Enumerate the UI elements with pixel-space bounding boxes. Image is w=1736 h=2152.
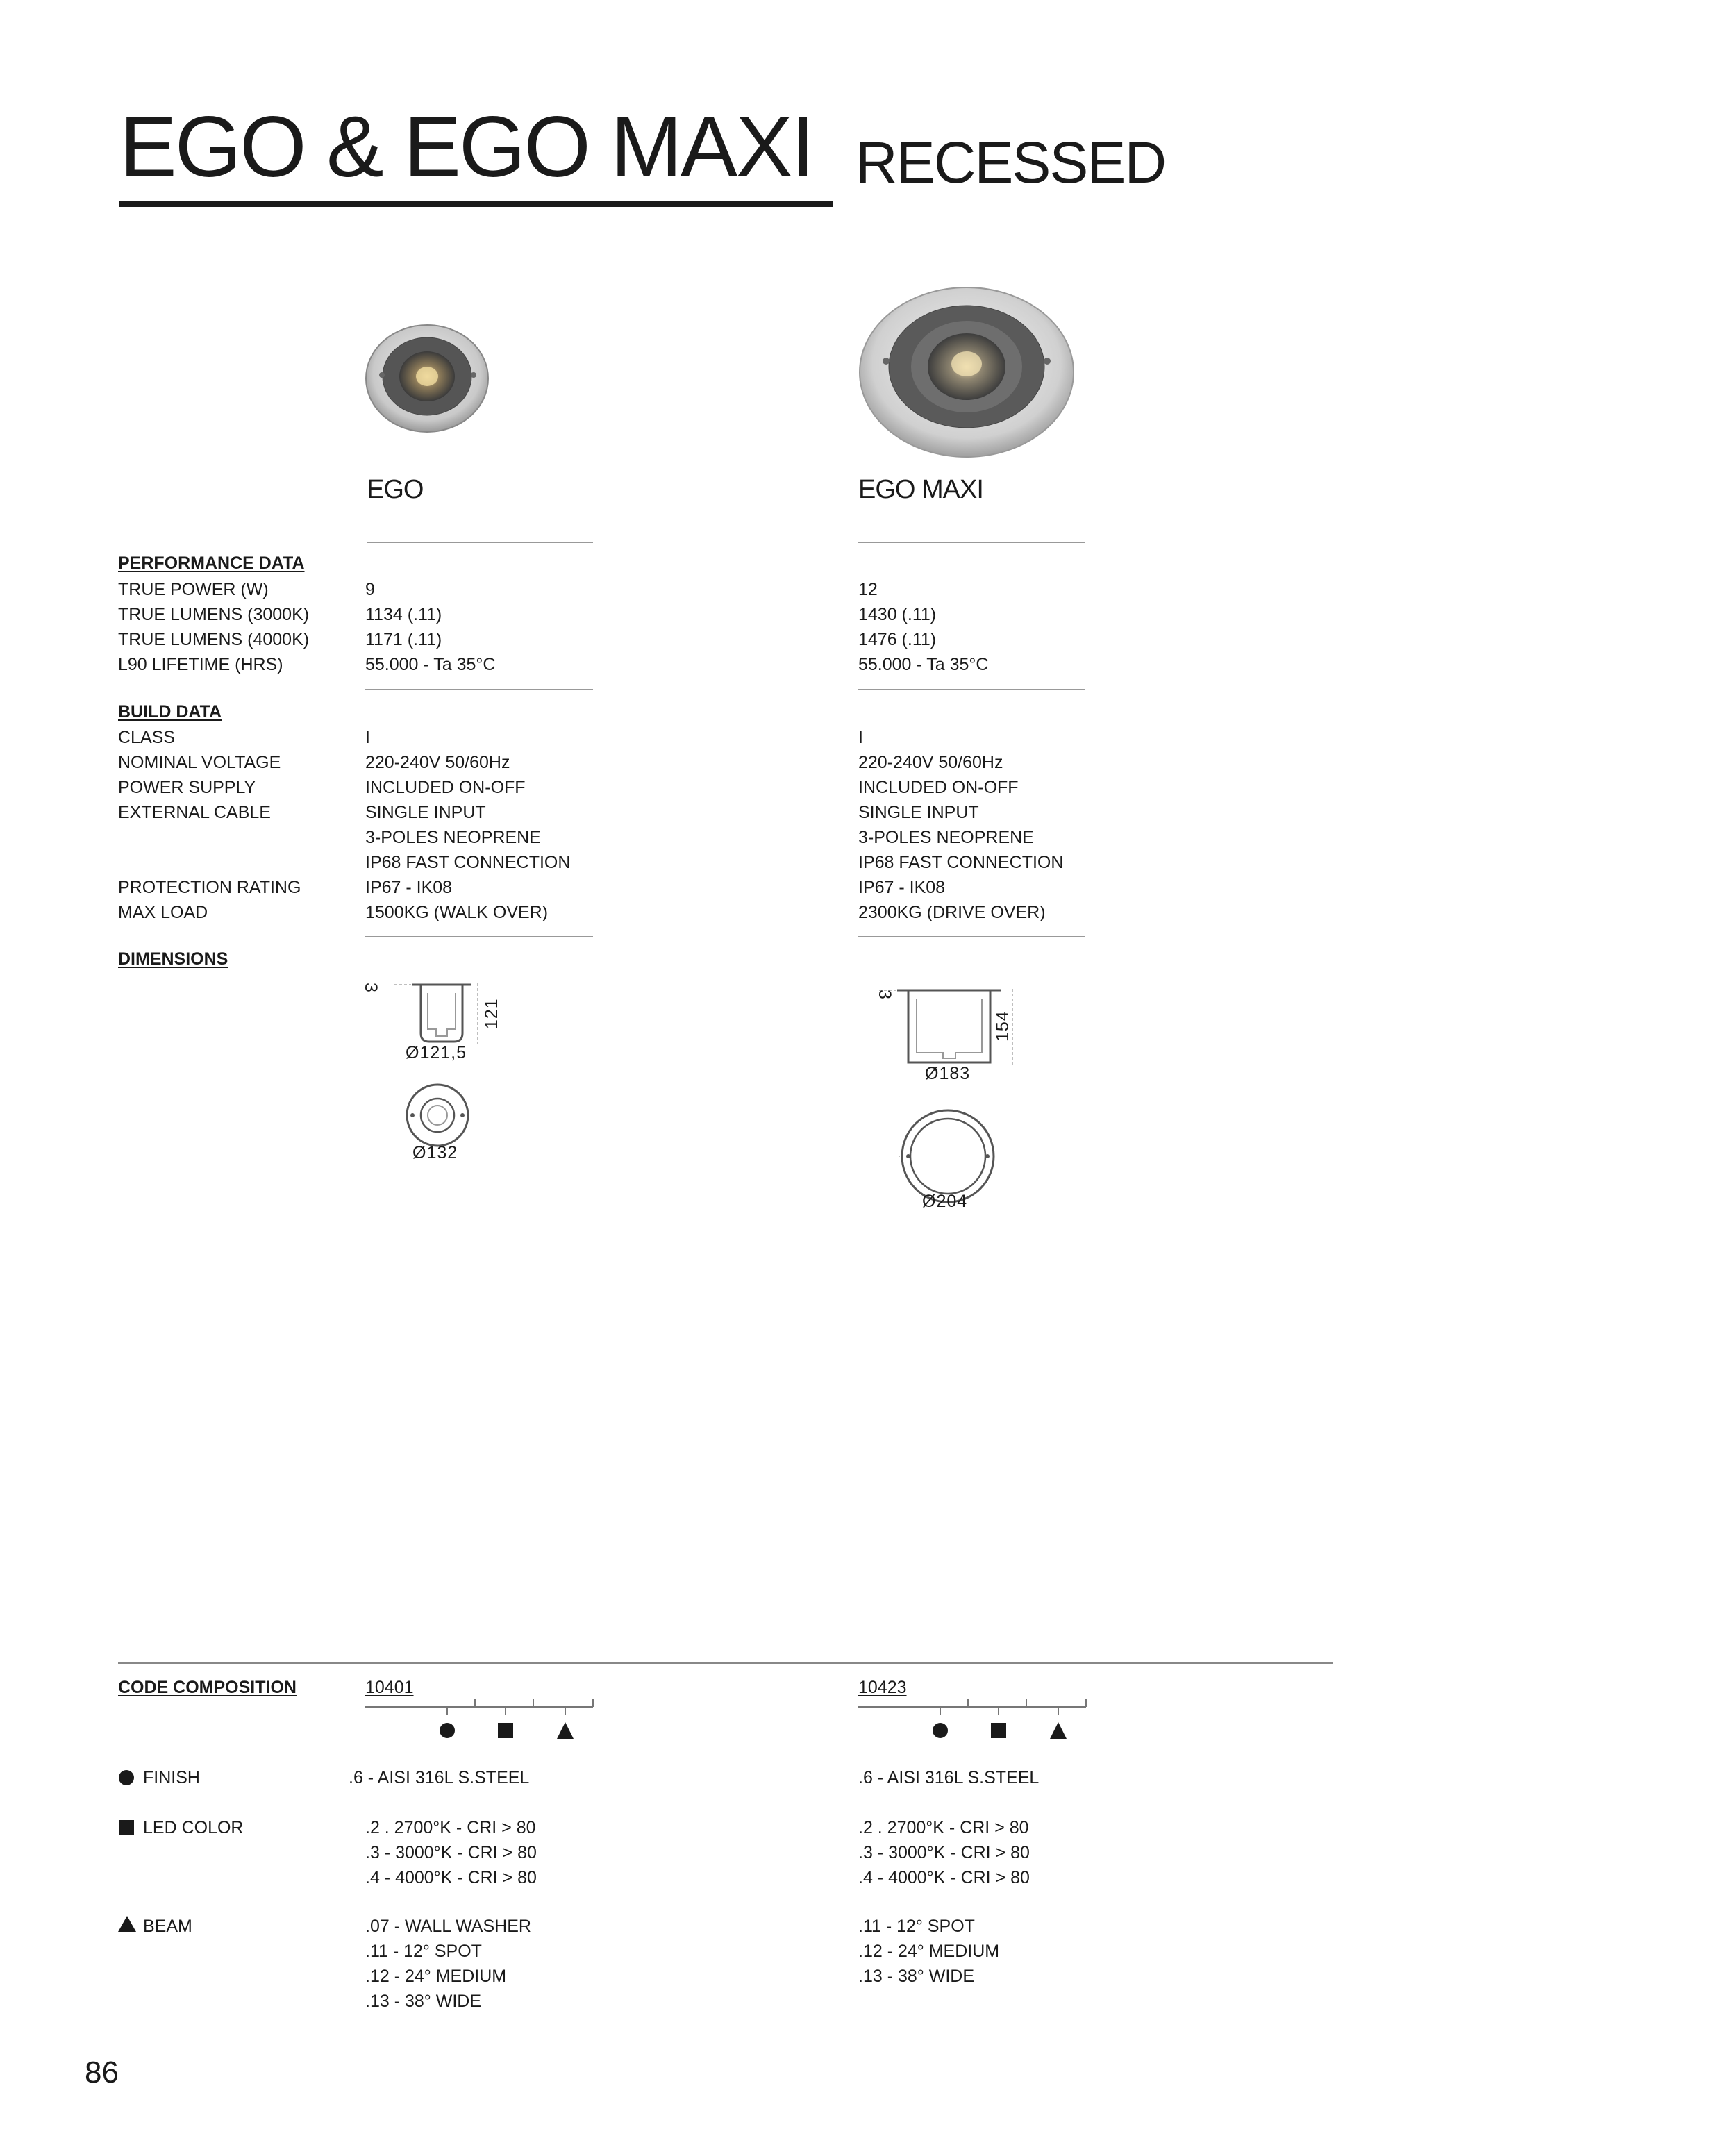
divider — [858, 936, 1085, 937]
spec-value: IP68 FAST CONNECTION — [365, 853, 571, 872]
ego-finish-options — [349, 1765, 529, 1790]
option-text: .13 - 38° WIDE — [858, 1967, 974, 1986]
spec-value: 220-240V 50/60Hz — [858, 753, 1003, 772]
spec-value: 3-POLES NEOPRENE — [858, 828, 1034, 847]
ego-maxi-code-diagram — [858, 1694, 1094, 1747]
finish-circle-icon — [933, 1723, 948, 1738]
option-text: .07 - WALL WASHER — [365, 1917, 531, 1936]
ego-flange-dimension: 3 — [361, 983, 381, 993]
option-text: .12 - 24° MEDIUM — [858, 1942, 1000, 1961]
led-color-square-icon — [498, 1723, 513, 1738]
maxi-finish-options — [858, 1765, 1039, 1790]
option-text: .4 - 4000°K - CRI > 80 — [365, 1868, 537, 1887]
spec-label: TRUE POWER (W) — [118, 580, 269, 599]
code-heading: CODE COMPOSITION — [118, 1678, 297, 1697]
ego-maxi-code-number: 10423 — [858, 1678, 907, 1697]
ego-height-dimension: 121 — [482, 998, 501, 1029]
build-labels — [118, 725, 301, 925]
spec-label: NOMINAL VOLTAGE — [118, 753, 281, 772]
spec-value: INCLUDED ON-OFF — [858, 778, 1019, 797]
spec-value: INCLUDED ON-OFF — [365, 778, 526, 797]
spec-label: L90 LIFETIME (HRS) — [118, 655, 283, 674]
ego-performance-values — [365, 577, 495, 677]
spec-label: MAX LOAD — [118, 903, 208, 922]
divider — [365, 689, 593, 690]
beam-triangle-icon — [1050, 1722, 1067, 1739]
ego-top-drawing — [403, 1081, 472, 1150]
spec-label: EXTERNAL CABLE — [118, 803, 271, 822]
ego-maxi-product-image — [856, 283, 1078, 464]
divider — [858, 689, 1085, 690]
led-color-label: LED COLOR — [143, 1818, 244, 1837]
spec-value: 55.000 - Ta 35°C — [858, 655, 989, 674]
ego-beam-options — [365, 1914, 531, 2014]
spec-value: IP67 - IK08 — [365, 878, 453, 897]
code-section-divider — [118, 1662, 1333, 1664]
spec-value: 3-POLES NEOPRENE — [365, 828, 541, 847]
maxi-performance-values — [858, 577, 988, 677]
beam-triangle-icon — [557, 1722, 574, 1739]
ego-product-name: EGO — [367, 475, 424, 504]
option-text: .11 - 12° SPOT — [365, 1942, 482, 1961]
build-heading: BUILD DATA — [118, 702, 222, 721]
option-text: .4 - 4000°K - CRI > 80 — [858, 1868, 1030, 1887]
spec-value: 220-240V 50/60Hz — [365, 753, 510, 772]
spec-value: I — [858, 728, 863, 747]
divider — [367, 542, 593, 543]
spec-value: SINGLE INPUT — [365, 803, 486, 822]
divider — [365, 936, 593, 937]
ego-code-diagram — [365, 1694, 601, 1747]
spec-value: 1430 (.11) — [858, 605, 937, 624]
option-text: .13 - 38° WIDE — [365, 1992, 481, 2011]
divider — [858, 542, 1085, 543]
performance-labels — [118, 577, 309, 677]
page-subtitle: RECESSED — [856, 130, 1166, 195]
title-underline — [119, 201, 833, 207]
ego-outer-diameter: Ø132 — [412, 1143, 458, 1162]
ego-maxi-flange-dimension: 3 — [875, 990, 894, 1000]
spec-value: 1171 (.11) — [365, 630, 442, 649]
ego-maxi-body-diameter: Ø183 — [925, 1064, 971, 1083]
spec-label: PROTECTION RATING — [118, 878, 301, 897]
option-text: .6 - AISI 316L S.STEEL — [349, 1768, 530, 1787]
spec-value: 55.000 - Ta 35°C — [365, 655, 496, 674]
maxi-led-options — [858, 1815, 1030, 1890]
spec-value: 1476 (.11) — [858, 630, 937, 649]
option-text: .2 . 2700°K - CRI > 80 — [858, 1818, 1029, 1837]
spec-value: 9 — [365, 580, 375, 599]
maxi-build-values — [858, 725, 1063, 925]
ego-body-diameter: Ø121,5 — [406, 1043, 467, 1062]
spec-value: IP67 - IK08 — [858, 878, 946, 897]
option-text: .12 - 24° MEDIUM — [365, 1967, 507, 1986]
ego-code-number: 10401 — [365, 1678, 414, 1697]
spec-label — [118, 850, 301, 875]
dimensions-heading: DIMENSIONS — [118, 949, 228, 969]
ego-maxi-height-dimension: 154 — [993, 1010, 1012, 1042]
option-text: .3 - 3000°K - CRI > 80 — [365, 1843, 537, 1862]
option-text: .3 - 3000°K - CRI > 80 — [858, 1843, 1030, 1862]
ego-product-image — [361, 319, 493, 437]
maxi-beam-options — [858, 1914, 999, 1989]
finish-circle-icon — [440, 1723, 455, 1738]
spec-value: 12 — [858, 580, 878, 599]
page-title: EGO & EGO MAXI — [119, 99, 813, 195]
spec-value: SINGLE INPUT — [858, 803, 979, 822]
ego-build-values — [365, 725, 570, 925]
spec-value: 2300KG (DRIVE OVER) — [858, 903, 1046, 922]
finish-circle-icon — [118, 1769, 136, 1787]
spec-label: CLASS — [118, 728, 175, 747]
option-text: .6 - AISI 316L S.STEEL — [858, 1768, 1040, 1787]
ego-maxi-outer-diameter: Ø204 — [922, 1192, 968, 1211]
spec-value: 1134 (.11) — [365, 605, 442, 624]
option-text: .2 . 2700°K - CRI > 80 — [365, 1818, 536, 1837]
performance-heading: PERFORMANCE DATA — [118, 553, 305, 573]
spec-label: TRUE LUMENS (4000K) — [118, 630, 310, 649]
beam-label: BEAM — [143, 1917, 192, 1936]
beam-triangle-icon — [118, 1915, 137, 1933]
option-text: .11 - 12° SPOT — [858, 1917, 975, 1936]
finish-label: FINISH — [143, 1768, 200, 1787]
spec-label: POWER SUPPLY — [118, 778, 256, 797]
spec-label — [118, 825, 301, 850]
led-color-square-icon — [991, 1723, 1006, 1738]
page-number: 86 — [85, 2055, 119, 2090]
spec-value: I — [365, 728, 370, 747]
led-color-square-icon — [118, 1819, 136, 1837]
ego-led-options — [365, 1815, 537, 1890]
ego-maxi-product-name: EGO MAXI — [858, 475, 983, 504]
spec-value: 1500KG (WALK OVER) — [365, 903, 549, 922]
spec-value: IP68 FAST CONNECTION — [858, 853, 1064, 872]
spec-label: TRUE LUMENS (3000K) — [118, 605, 310, 624]
